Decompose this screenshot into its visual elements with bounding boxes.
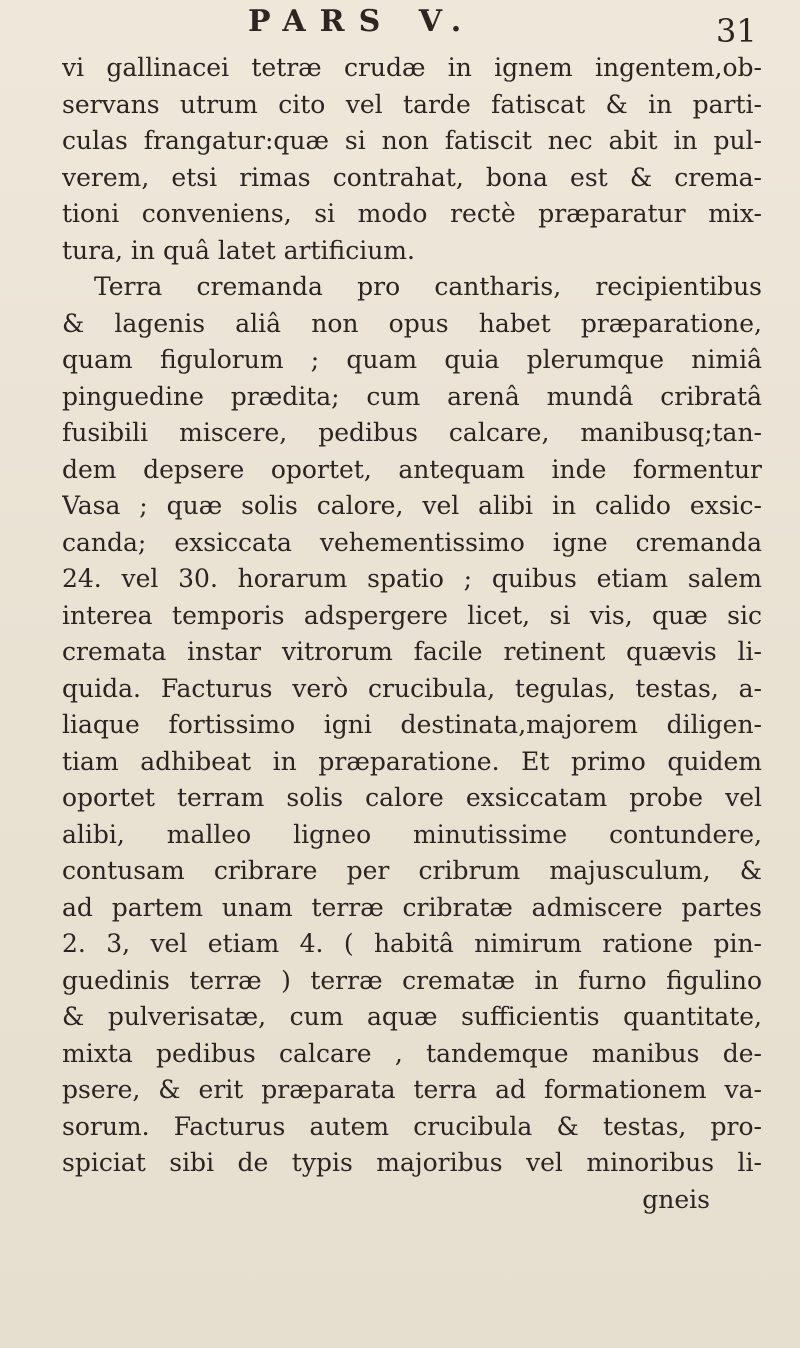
text-line: & pulverisatæ, cum aquæ sufficientis quantitate,	[62, 1002, 762, 1031]
text-line: mixta pedibus calcare , tandemque manibus de-	[62, 1038, 762, 1068]
text-line: dem depsere oportet, antequam inde formentur	[62, 454, 762, 484]
text-line: 2. 3, vel etiam 4. ( habitâ nimirum ratione pin-	[62, 929, 762, 958]
text-line: guedinis terræ ) terræ crematæ in furno figulino	[62, 965, 762, 995]
text-line: sorum. Facturus autem crucibula & testas, pro-	[62, 1111, 762, 1141]
text-line: spiciat sibi de typis majoribus vel minoribus li-	[62, 1148, 762, 1177]
text-line: ad partem unam terræ cribratæ admiscere partes	[62, 892, 762, 922]
text-line: psere, & erit præparata terra ad formationem va-	[62, 1075, 762, 1104]
body-text	[62, 50, 762, 1218]
text-line: contusam cribrare per cribrum majusculum, &	[62, 856, 762, 885]
text-line: tura, in quâ latet artificium.	[62, 235, 415, 265]
text-line: servans utrum cito vel tarde fatiscat & in parti-	[62, 89, 762, 119]
text-line: oportet terram solis calore exsiccatam probe vel	[62, 783, 762, 812]
text-line: canda; exsiccata vehementissimo igne cremanda	[62, 527, 762, 557]
text-line: fusibili miscere, pedibus calcare, manibusq;tan-	[62, 418, 762, 447]
text-line: & lagenis aliâ non opus habet præparatione,	[62, 308, 762, 338]
text-line: pinguedine prædita; cum arenâ mundâ cribratâ	[62, 381, 762, 411]
running-head	[0, 4, 800, 54]
page-number: 31	[716, 12, 757, 50]
text-line: 24. vel 30. horarum spatio ; quibus etiam salem	[62, 564, 762, 593]
text-line: Vasa ; quæ solis calore, vel alibi in calido exsic-	[62, 491, 762, 520]
catchword: gneis	[642, 1184, 710, 1214]
text-line: liaque fortissimo igni destinata,majorem diligen-	[62, 710, 762, 739]
running-title: PARS V.	[248, 4, 476, 39]
text-line: quam figulorum ; quam quia plerumque nimiâ	[62, 345, 762, 374]
text-line: interea temporis adspergere licet, si vis, quæ sic	[62, 600, 762, 630]
text-line: quida. Facturus verò crucibula, tegulas, testas, a-	[62, 673, 762, 703]
text-line: tiam adhibeat in præparatione. Et primo quidem	[62, 746, 762, 776]
text-line: vi gallinacei tetræ crudæ in ignem ingentem,ob-	[62, 53, 762, 82]
text-line: culas frangatur:quæ si non fatiscit nec abit in pul-	[62, 126, 762, 155]
text-line: verem, etsi rimas contrahat, bona est & crema-	[62, 162, 762, 192]
text-line: alibi, malleo ligneo minutissime contundere,	[62, 819, 762, 849]
text-line: tioni conveniens, si modo rectè præparatur mix-	[62, 199, 762, 228]
paragraph-start-line: Terra cremanda pro cantharis, recipientibus	[94, 272, 762, 301]
text-line: cremata instar vitrorum facile retinent quævis li-	[62, 637, 762, 666]
